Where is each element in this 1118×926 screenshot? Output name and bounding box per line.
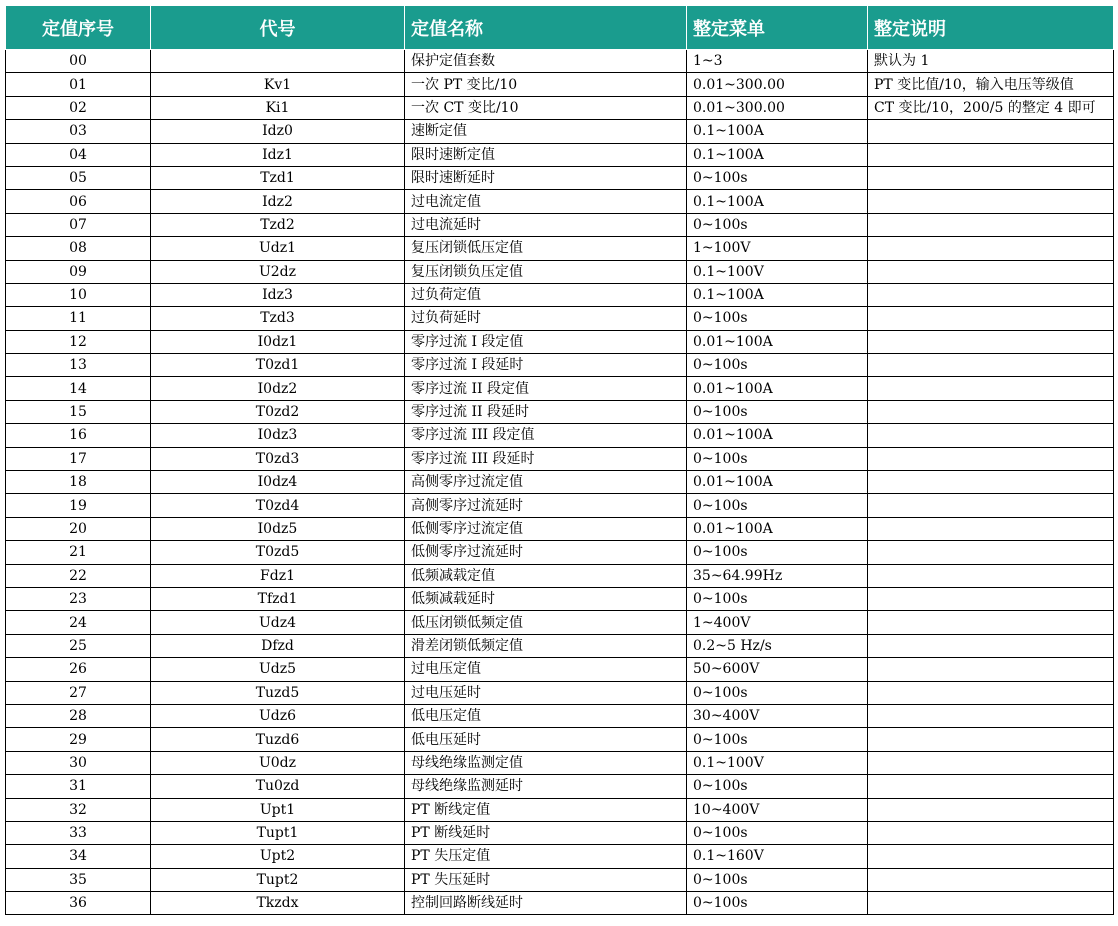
cell-range: 0.1~100A [687,283,868,306]
cell-notes [868,868,1114,891]
cell-name: 高侧零序过流延时 [405,494,687,517]
cell-notes [868,307,1114,330]
cell-index: 05 [6,166,151,189]
table-row [6,143,1114,166]
table-row [6,330,1114,353]
table-row [6,96,1114,119]
settings-table-container [5,5,1113,915]
cell-range: 10~400V [687,798,868,821]
cell-index: 35 [6,868,151,891]
cell-name: 零序过流 II 段定值 [405,377,687,400]
table-row [6,73,1114,96]
cell-range: 0~100s [687,681,868,704]
cell-range: 1~100V [687,237,868,260]
cell-code: Upt1 [151,798,405,821]
table-row [6,166,1114,189]
header-setting-index: 定值序号 [6,6,151,50]
cell-range: 0.1~100A [687,120,868,143]
cell-notes [868,634,1114,657]
cell-index: 23 [6,587,151,610]
cell-code: U0dz [151,751,405,774]
header-setting-menu: 整定菜单 [687,6,868,50]
table-row [6,704,1114,727]
cell-index: 10 [6,283,151,306]
cell-code: Tzd3 [151,307,405,330]
cell-notes [868,845,1114,868]
cell-notes [868,213,1114,236]
cell-range: 0~100s [687,587,868,610]
cell-name: 低频减载延时 [405,587,687,610]
cell-code: Tu0zd [151,775,405,798]
cell-range: 0.01~100A [687,377,868,400]
cell-name: PT 失压定值 [405,845,687,868]
cell-notes [868,681,1114,704]
cell-notes [868,237,1114,260]
cell-notes [868,424,1114,447]
cell-index: 27 [6,681,151,704]
settings-table [5,5,1114,915]
cell-name: 复压闭锁低压定值 [405,237,687,260]
cell-index: 00 [6,50,151,73]
table-row [6,775,1114,798]
cell-notes [868,447,1114,470]
cell-range: 0~100s [687,307,868,330]
cell-notes [868,751,1114,774]
cell-index: 36 [6,892,151,915]
cell-range: 0.1~100A [687,190,868,213]
cell-notes [868,377,1114,400]
table-row [6,517,1114,540]
cell-index: 21 [6,541,151,564]
cell-code: Udz4 [151,611,405,634]
cell-notes [868,494,1114,517]
cell-index: 16 [6,424,151,447]
cell-range: 0~100s [687,400,868,423]
cell-index: 03 [6,120,151,143]
cell-notes [868,658,1114,681]
cell-notes [868,541,1114,564]
table-row [6,681,1114,704]
table-row [6,260,1114,283]
cell-range: 0~100s [687,541,868,564]
header-setting-notes: 整定说明 [868,6,1114,50]
cell-range: 1~3 [687,50,868,73]
cell-notes [868,564,1114,587]
table-row [6,120,1114,143]
cell-code: Ki1 [151,96,405,119]
cell-range: 0.01~300.00 [687,96,868,119]
cell-index: 25 [6,634,151,657]
cell-name: 复压闭锁负压定值 [405,260,687,283]
cell-notes: CT 变比/10，200/5 的整定 4 即可 [868,96,1114,119]
cell-code: Upt2 [151,845,405,868]
cell-name: PT 失压延时 [405,868,687,891]
table-row [6,728,1114,751]
cell-range: 0~100s [687,728,868,751]
cell-name: 过电压定值 [405,658,687,681]
cell-code: U2dz [151,260,405,283]
cell-code: Idz1 [151,143,405,166]
table-row [6,611,1114,634]
cell-code: Tzd1 [151,166,405,189]
cell-index: 14 [6,377,151,400]
cell-code: Tkzdx [151,892,405,915]
cell-name: 过电流定值 [405,190,687,213]
cell-notes [868,143,1114,166]
table-row [6,751,1114,774]
cell-name: 零序过流 III 段延时 [405,447,687,470]
cell-name: 低频减载定值 [405,564,687,587]
cell-index: 18 [6,471,151,494]
header-code: 代号 [151,6,405,50]
table-row [6,587,1114,610]
table-row [6,354,1114,377]
cell-notes [868,611,1114,634]
table-row [6,868,1114,891]
cell-notes [868,120,1114,143]
cell-name: 一次 PT 变比/10 [405,73,687,96]
cell-index: 17 [6,447,151,470]
cell-range: 30~400V [687,704,868,727]
cell-name: 零序过流 II 段延时 [405,400,687,423]
table-row [6,213,1114,236]
cell-range: 0~100s [687,892,868,915]
cell-notes: 默认为 1 [868,50,1114,73]
cell-index: 19 [6,494,151,517]
cell-code: Tzd2 [151,213,405,236]
cell-range: 0.01~100A [687,424,868,447]
cell-code: Kv1 [151,73,405,96]
cell-index: 26 [6,658,151,681]
cell-name: 低侧零序过流定值 [405,517,687,540]
cell-notes [868,728,1114,751]
cell-notes [868,892,1114,915]
cell-code: I0dz1 [151,330,405,353]
cell-range: 0~100s [687,775,868,798]
cell-code: I0dz4 [151,471,405,494]
cell-name: 控制回路断线延时 [405,892,687,915]
cell-notes [868,283,1114,306]
cell-code: T0zd4 [151,494,405,517]
cell-range: 0.2~5 Hz/s [687,634,868,657]
cell-range: 0~100s [687,213,868,236]
table-row [6,845,1114,868]
cell-name: 过负荷延时 [405,307,687,330]
cell-index: 09 [6,260,151,283]
cell-name: PT 断线定值 [405,798,687,821]
cell-index: 33 [6,821,151,844]
table-row [6,50,1114,73]
cell-notes [868,260,1114,283]
cell-index: 34 [6,845,151,868]
header-row [6,6,1114,50]
cell-notes [868,354,1114,377]
cell-index: 08 [6,237,151,260]
cell-name: 低电压定值 [405,704,687,727]
cell-name: 零序过流 III 段定值 [405,424,687,447]
cell-code: I0dz2 [151,377,405,400]
table-row [6,541,1114,564]
cell-index: 29 [6,728,151,751]
cell-name: 保护定值套数 [405,50,687,73]
cell-range: 0~100s [687,868,868,891]
table-row [6,377,1114,400]
cell-range: 0~100s [687,821,868,844]
cell-index: 30 [6,751,151,774]
table-row [6,447,1114,470]
cell-index: 02 [6,96,151,119]
table-header [6,6,1114,50]
table-row [6,564,1114,587]
cell-code: Tupt1 [151,821,405,844]
cell-name: 低电压延时 [405,728,687,751]
cell-name: 零序过流 I 段延时 [405,354,687,377]
cell-code: Udz1 [151,237,405,260]
cell-range: 0.1~100V [687,260,868,283]
cell-range: 0.1~100A [687,143,868,166]
cell-name: 零序过流 I 段定值 [405,330,687,353]
cell-index: 28 [6,704,151,727]
table-row [6,283,1114,306]
cell-name: PT 断线延时 [405,821,687,844]
table-body [6,50,1114,915]
cell-name: 母线绝缘监测定值 [405,751,687,774]
cell-notes [868,821,1114,844]
cell-code: Udz5 [151,658,405,681]
cell-notes [868,471,1114,494]
cell-code: Idz0 [151,120,405,143]
cell-index: 13 [6,354,151,377]
cell-name: 一次 CT 变比/10 [405,96,687,119]
cell-index: 11 [6,307,151,330]
cell-code: T0zd3 [151,447,405,470]
cell-name: 限时速断延时 [405,166,687,189]
table-row [6,798,1114,821]
cell-range: 50~600V [687,658,868,681]
cell-code [151,50,405,73]
cell-index: 07 [6,213,151,236]
cell-code: Udz6 [151,704,405,727]
cell-range: 0.01~300.00 [687,73,868,96]
table-row [6,424,1114,447]
cell-code: Dfzd [151,634,405,657]
cell-index: 31 [6,775,151,798]
cell-range: 1~400V [687,611,868,634]
cell-range: 35~64.99Hz [687,564,868,587]
cell-name: 高侧零序过流定值 [405,471,687,494]
cell-code: I0dz3 [151,424,405,447]
table-row [6,658,1114,681]
cell-code: Fdz1 [151,564,405,587]
cell-name: 速断定值 [405,120,687,143]
cell-index: 12 [6,330,151,353]
cell-range: 0~100s [687,447,868,470]
cell-name: 过电流延时 [405,213,687,236]
cell-code: T0zd5 [151,541,405,564]
table-row [6,634,1114,657]
table-row [6,190,1114,213]
cell-notes [868,330,1114,353]
cell-index: 22 [6,564,151,587]
cell-range: 0.01~100A [687,330,868,353]
cell-name: 限时速断定值 [405,143,687,166]
cell-code: Tfzd1 [151,587,405,610]
cell-range: 0.1~100V [687,751,868,774]
cell-name: 母线绝缘监测延时 [405,775,687,798]
cell-range: 0.01~100A [687,471,868,494]
cell-range: 0~100s [687,166,868,189]
cell-code: Idz2 [151,190,405,213]
cell-name: 过电压延时 [405,681,687,704]
cell-index: 15 [6,400,151,423]
table-row [6,237,1114,260]
cell-index: 06 [6,190,151,213]
table-row [6,307,1114,330]
cell-code: Tupt2 [151,868,405,891]
cell-code: Tuzd5 [151,681,405,704]
cell-notes [868,587,1114,610]
cell-index: 01 [6,73,151,96]
cell-index: 32 [6,798,151,821]
cell-notes [868,704,1114,727]
cell-notes [868,400,1114,423]
table-row [6,400,1114,423]
cell-code: Tuzd6 [151,728,405,751]
header-setting-name: 定值名称 [405,6,687,50]
cell-code: T0zd1 [151,354,405,377]
cell-code: T0zd2 [151,400,405,423]
cell-range: 0.01~100A [687,517,868,540]
cell-notes: PT 变比值/10，输入电压等级值 [868,73,1114,96]
cell-name: 低压闭锁低频定值 [405,611,687,634]
cell-range: 0.1~160V [687,845,868,868]
cell-range: 0~100s [687,354,868,377]
cell-notes [868,190,1114,213]
cell-code: I0dz5 [151,517,405,540]
cell-notes [868,166,1114,189]
cell-notes [868,775,1114,798]
cell-code: Idz3 [151,283,405,306]
cell-name: 低侧零序过流延时 [405,541,687,564]
table-row [6,821,1114,844]
cell-index: 24 [6,611,151,634]
table-row [6,471,1114,494]
cell-name: 过负荷定值 [405,283,687,306]
table-row [6,892,1114,915]
cell-index: 04 [6,143,151,166]
cell-notes [868,517,1114,540]
cell-index: 20 [6,517,151,540]
table-row [6,494,1114,517]
cell-range: 0~100s [687,494,868,517]
cell-notes [868,798,1114,821]
cell-name: 滑差闭锁低频定值 [405,634,687,657]
